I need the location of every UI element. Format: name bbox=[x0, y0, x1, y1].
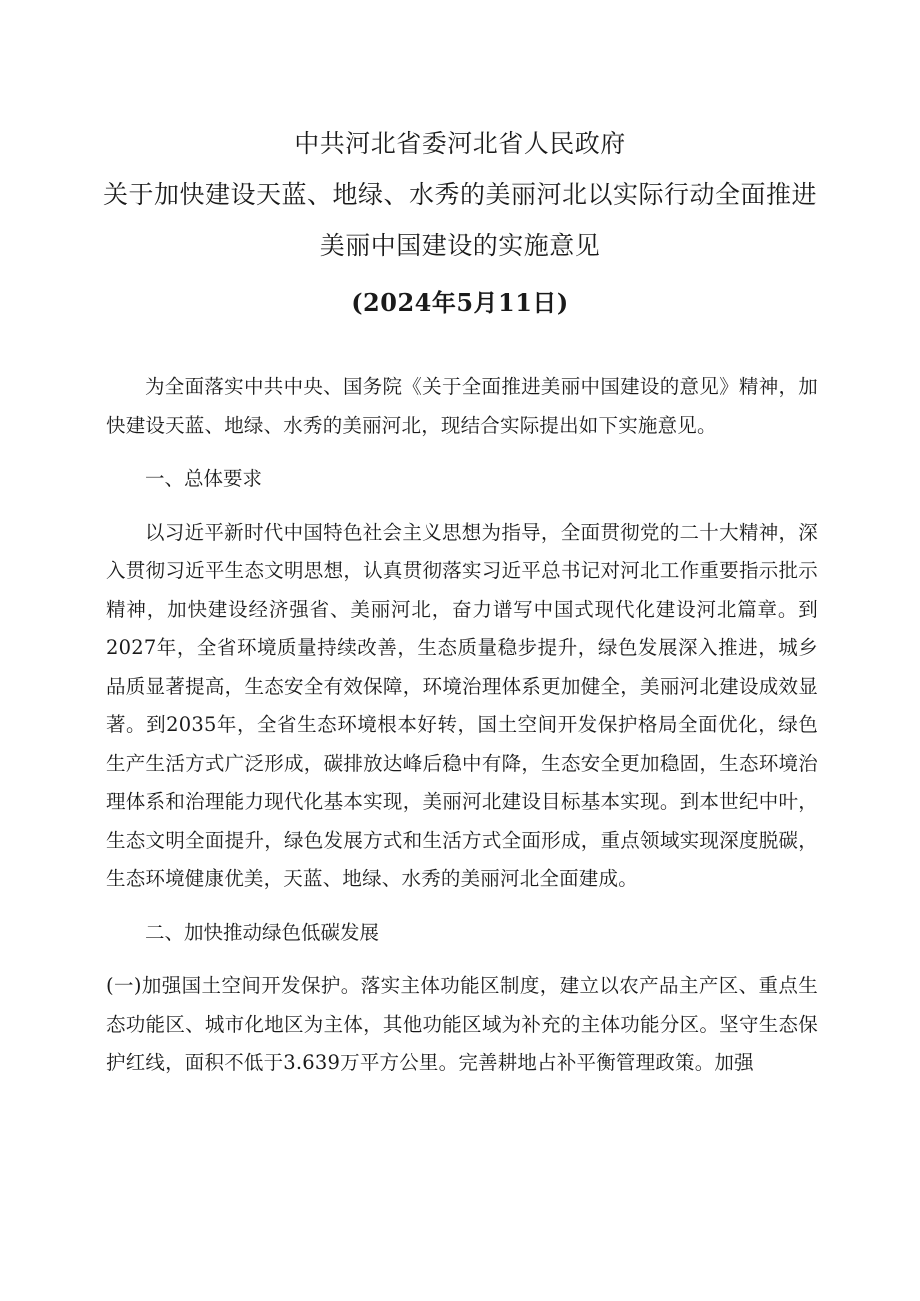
document-date: (2024年5月11日) bbox=[351, 288, 569, 317]
section-heading-1: 一、总体要求 bbox=[145, 467, 263, 490]
section-heading-2: 二、加快推动绿色低碳发展 bbox=[145, 920, 380, 944]
intro-paragraph: 为全面落实中共中央、国务院《关于全面推进美丽中国建设的意见》精神，加快建设天蓝、地绿、水秀的美丽河北，现结合实际提出如下实施意见。 bbox=[106, 375, 818, 437]
section-1-paragraph: 以习近平新时代中国特色社会主义思想为指导，全面贯彻党的二十大精神，深入贯彻习近平生态文明思想，认真贯彻落实习近平总书记对河北工作重要指示批示精神，加快建设经济强省、美丽河北，奋力谱写中国式现代化建设河北篇章。到2027年，全省环境质量持续改善，生态质量稳步提升，绿色发展深入推进，城乡品质显著提高，生态安全有效保障，环境治理体系更加健全，美丽河北建设成效显著。到2035年，全省生态环境根本好转，国土空间开发保护格局全面优化，绿色生产生活方式广泛形成，碳排放达峰后稳中有降，生态安全更加稳固，生态环境治理体系和治理能力现代化基本实现，美丽河北建设目标基本实现。到本世纪中叶，生态文明全面提升，绿色发展方式和生活方式全面形成，重点领域实现深度脱碳，生态环境健康优美，天蓝、地绿、水秀的美丽河北全面建成。 bbox=[106, 520, 818, 890]
document-body bbox=[106, 368, 818, 1098]
section-2-item-1: (一)加强国土空间开发保护。落实主体功能区制度，建立以农产品主产区、重点生态功能区、城市化地区为主体，其他功能区域为补充的主体功能分区。坚守生态保护红线，面积不低于3.639万平方公里。完善耕地占补平衡管理政策。加强 bbox=[106, 974, 818, 1074]
title-line-1: 中共河北省委河北省人民政府 bbox=[294, 129, 626, 158]
title-line-2: 关于加快建设天蓝、地绿、水秀的美丽河北以实际行动全面推进 bbox=[102, 180, 817, 209]
title-line-3: 美丽中国建设的实施意见 bbox=[319, 231, 601, 260]
document-title bbox=[0, 118, 920, 323]
